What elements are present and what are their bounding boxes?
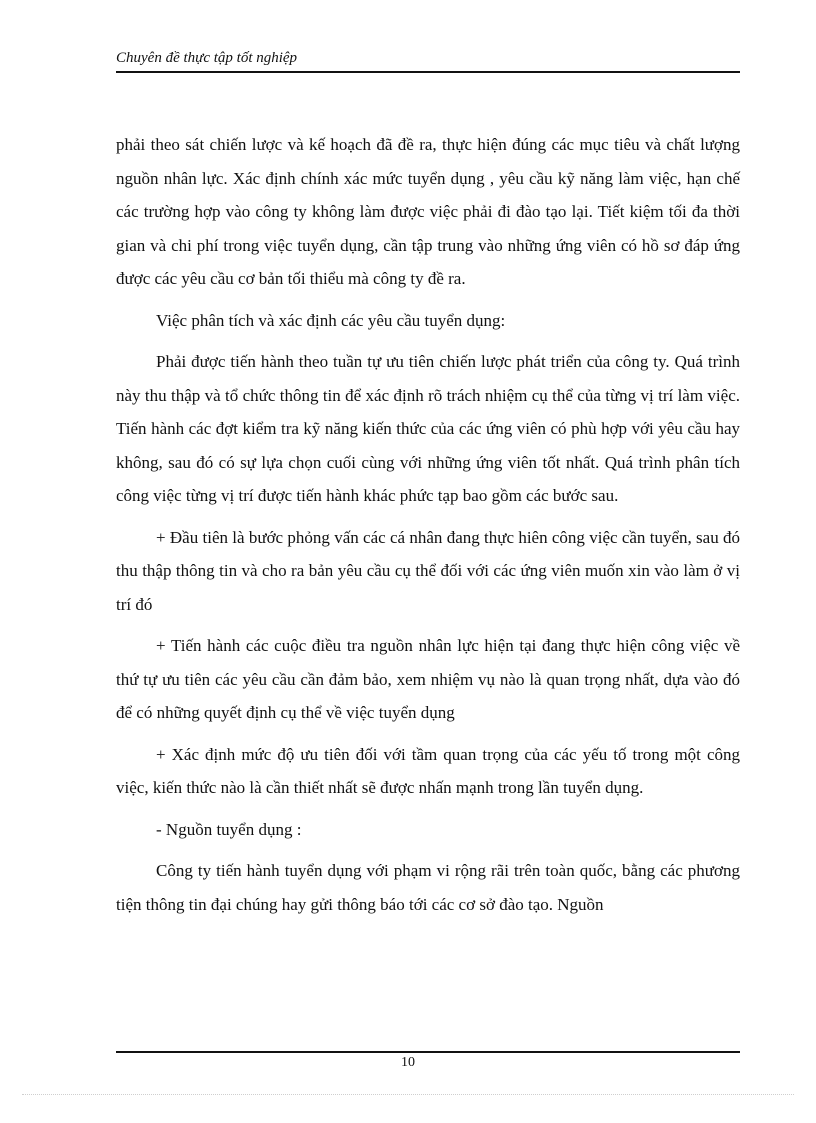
paragraph-analysis-body: Phải được tiến hành theo tuần tự ưu tiên chiến lược phát triển của công ty. Quá trình này thu thập và tổ chức thông tin để xác định rõ trách nhiệm cụ thể của từng vị trí làm việc. Tiến hành các đợt kiểm tra kỹ năng kiến thức của các ứng viên có phù hợp với yêu cầu hay không, sau đó có sự lựa chọn cuối cùng với những ứng viên tốt nhất. Quá trình phân tích công việc từng vị trí được tiến hành khác phức tạp bao gồm các bước sau. bbox=[116, 352, 740, 505]
paragraph-step-survey: + Tiến hành các cuộc điều tra nguồn nhân lực hiện tại đang thực hiện công việc về thứ tự ưu tiên các yêu cầu cần đảm bảo, xem nhiệm vụ nào là quan trọng nhất, dựa vào đó để có những quyết định cụ thể về việc tuyển dụng bbox=[116, 636, 740, 722]
header-title: Chuyên đề thực tập tốt nghiệp bbox=[116, 50, 298, 66]
paragraph-recruitment-source-heading: - Nguồn tuyển dụng : bbox=[156, 819, 302, 839]
paragraph-recruitment-source-body: Công ty tiến hành tuyển dụng với phạm vi rộng rãi trên toàn quốc, bằng các phương tiện thông tin đại chúng hay gửi thông báo tới các cơ sở đào tạo. Nguồn bbox=[116, 861, 740, 914]
page-bottom-border bbox=[22, 1094, 794, 1095]
body-text bbox=[116, 128, 740, 929]
paragraph-analysis-heading: Việc phân tích và xác định các yêu cầu tuyển dụng: bbox=[156, 310, 506, 330]
paragraph-step-priority: + Xác định mức độ ưu tiên đối với tầm quan trọng của các yếu tố trong một công việc, kiến thức nào là cần thiết nhất sẽ được nhấn mạnh trong lần tuyển dụng. bbox=[116, 744, 740, 797]
page-number: 10 bbox=[401, 1055, 415, 1070]
footer-divider bbox=[116, 1051, 740, 1053]
paragraph-step-interview: + Đầu tiên là bước phỏng vấn các cá nhân đang thực hiên công việc cần tuyển, sau đó thu thập thông tin và cho ra bản yêu cầu cụ thể đối với các ứng viên muốn xin vào làm ở vị trí đó bbox=[116, 527, 740, 614]
page-header bbox=[116, 47, 740, 73]
paragraph-continuation: phải theo sát chiến lược và kế hoạch đã đề ra, thực hiện đúng các mục tiêu và chất lượng nguồn nhân lực. Xác định chính xác mức tuyển dụng , yêu cầu kỹ năng làm việc, hạn chế các trường hợp vào công ty không làm được việc phải đi đào tạo lại. Tiết kiệm tối đa thời gian và chi phí trong việc tuyển dụng, cần tập trung vào những ứng viên có hồ sơ đáp ứng được các yêu cầu cơ bản tối thiểu mà công ty đề ra. bbox=[116, 135, 740, 288]
